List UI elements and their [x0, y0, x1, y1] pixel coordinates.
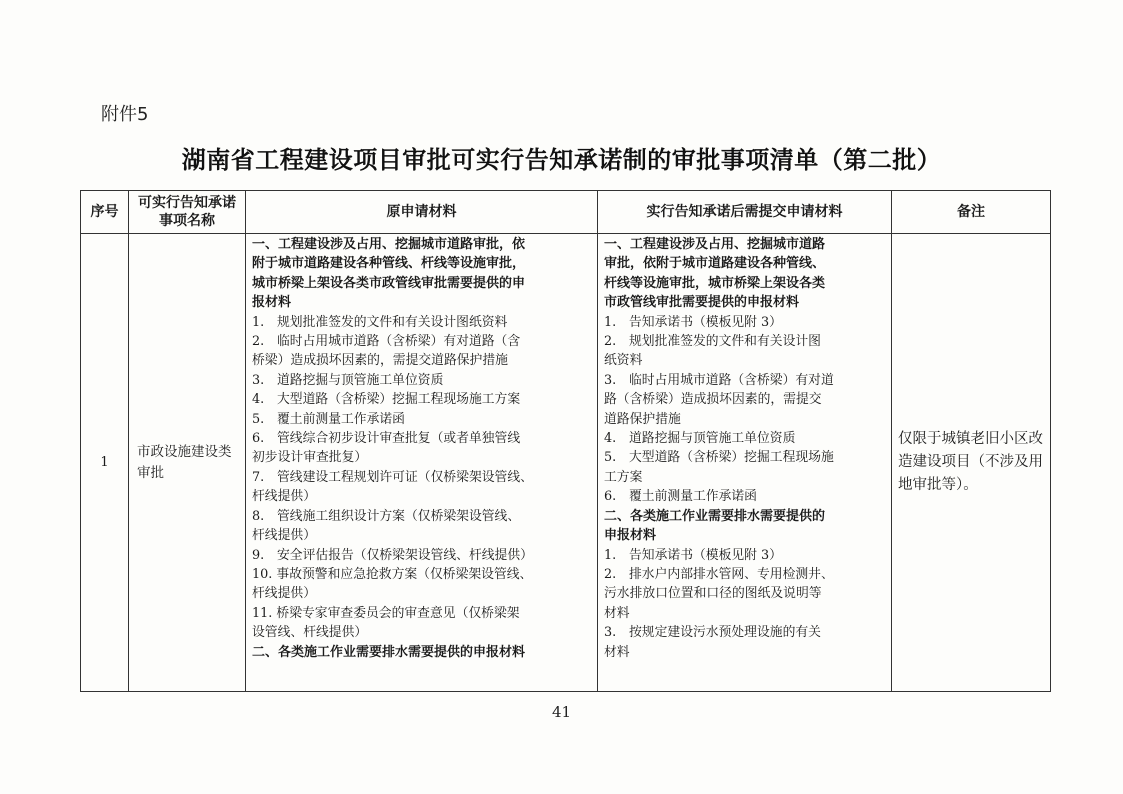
material-section-heading: 附于城市道路建设各种管线、杆线等设施审批， — [252, 256, 526, 272]
header-remark: 备注 — [892, 191, 1051, 234]
row-index: 1 — [81, 234, 129, 692]
attachment-label: 附件5 — [101, 104, 149, 125]
material-section-heading: 一、工程建设涉及占用、挖掘城市道路审批，依 — [252, 237, 526, 252]
material-section-heading: 报材料 — [252, 295, 292, 311]
material-line: 10. 事故预警和应急抢救方案（仅桥梁架设管线、 — [252, 566, 533, 582]
original-materials-list — [252, 235, 591, 662]
material-line: 道路保护措施 — [604, 411, 681, 427]
material-line: 工方案 — [604, 469, 643, 485]
material-line: 6. 管线综合初步设计审查批复（或者单独管线 — [252, 431, 521, 447]
material-line: 3. 按规定建设污水预处理设施的有关 — [604, 625, 821, 641]
header-item-name: 可实行告知承诺事项名称 — [129, 191, 246, 234]
material-line: 2. 排水户内部排水管网、专用检测井、 — [604, 566, 834, 582]
material-line: 1. 规划批准签发的文件和有关设计图纸资料 — [252, 314, 508, 330]
table-row — [81, 234, 1051, 692]
material-line: 2. 规划批准签发的文件和有关设计图 — [604, 334, 821, 350]
row-remark: 仅限于城镇老旧小区改造建设项目（不涉及用地审批等）。 — [892, 234, 1051, 692]
material-line: 杆线提供） — [252, 489, 316, 505]
material-line: 5. 覆土前测量工作承诺函 — [252, 411, 405, 427]
material-line: 6. 覆土前测量工作承诺函 — [604, 489, 757, 505]
material-line: 5. 大型道路（含桥梁）挖掘工程现场施 — [604, 450, 834, 466]
material-line: 纸资料 — [604, 353, 643, 369]
material-line: 9. 安全评估报告（仅桥梁架设管线、杆线提供） — [252, 547, 533, 563]
material-line: 初步设计审查批复） — [252, 450, 368, 466]
material-line: 3. 临时占用城市道路（含桥梁）有对道 — [604, 372, 834, 388]
after-materials-list — [604, 235, 885, 662]
table-header-row — [81, 191, 1051, 234]
material-section-heading: 二、各类施工作业需要排水需要提供的申报材料 — [252, 644, 526, 660]
material-line: 路（含桥梁）造成损坏因素的，需提交 — [604, 392, 822, 408]
original-materials-cell — [246, 234, 598, 692]
page-number: 41 — [551, 703, 572, 721]
material-line: 材料 — [604, 644, 630, 660]
material-line: 11. 桥梁专家审查委员会的审查意见（仅桥梁架 — [252, 605, 520, 621]
material-line: 污水排放口位置和口径的图纸及说明等 — [604, 586, 822, 602]
row-item-name: 市政设施建设类审批 — [129, 234, 246, 692]
material-line: 4. 道路挖掘与顶管施工单位资质 — [604, 431, 796, 447]
material-line: 8. 管线施工组织设计方案（仅桥梁架设管线、 — [252, 508, 521, 524]
material-section-heading: 一、工程建设涉及占用、挖掘城市道路 — [604, 237, 826, 252]
material-line: 桥梁）造成损坏因素的，需提交道路保护措施 — [252, 353, 508, 369]
material-section-heading: 审批，依附于城市道路建设各种管线、 — [604, 256, 826, 272]
material-line: 2. 临时占用城市道路（含桥梁）有对道路（含 — [252, 334, 521, 350]
material-line: 1. 告知承诺书（模板见附 3） — [604, 314, 782, 330]
header-index: 序号 — [81, 191, 129, 234]
material-section-heading: 杆线等设施审批，城市桥梁上架设各类 — [604, 275, 826, 291]
material-line: 3. 道路挖掘与顶管施工单位资质 — [252, 372, 444, 388]
document-title: 湖南省工程建设项目审批可实行告知承诺制的审批事项清单（第二批） — [181, 146, 942, 174]
header-after-materials: 实行告知承诺后需提交申请材料 — [598, 191, 892, 234]
material-line: 1. 告知承诺书（模板见附 3） — [604, 547, 782, 563]
material-line: 杆线提供） — [252, 528, 316, 544]
material-line: 7. 管线建设工程规划许可证（仅桥梁架设管线、 — [252, 469, 533, 485]
after-materials-cell — [598, 234, 892, 692]
material-section-heading: 市政管线审批需要提供的申报材料 — [604, 295, 800, 311]
material-section-heading: 城市桥梁上架设各类市政管线审批需要提供的申 — [252, 275, 526, 291]
material-line: 材料 — [604, 605, 630, 621]
material-line: 设管线、杆线提供） — [252, 625, 368, 641]
material-line: 4. 大型道路（含桥梁）挖掘工程现场施工方案 — [252, 392, 521, 408]
material-section-heading: 申报材料 — [604, 528, 657, 544]
header-original-materials: 原申请材料 — [246, 191, 598, 234]
approval-items-table — [80, 190, 1051, 692]
material-line: 杆线提供） — [252, 586, 316, 602]
material-section-heading: 二、各类施工作业需要排水需要提供的 — [604, 508, 826, 524]
